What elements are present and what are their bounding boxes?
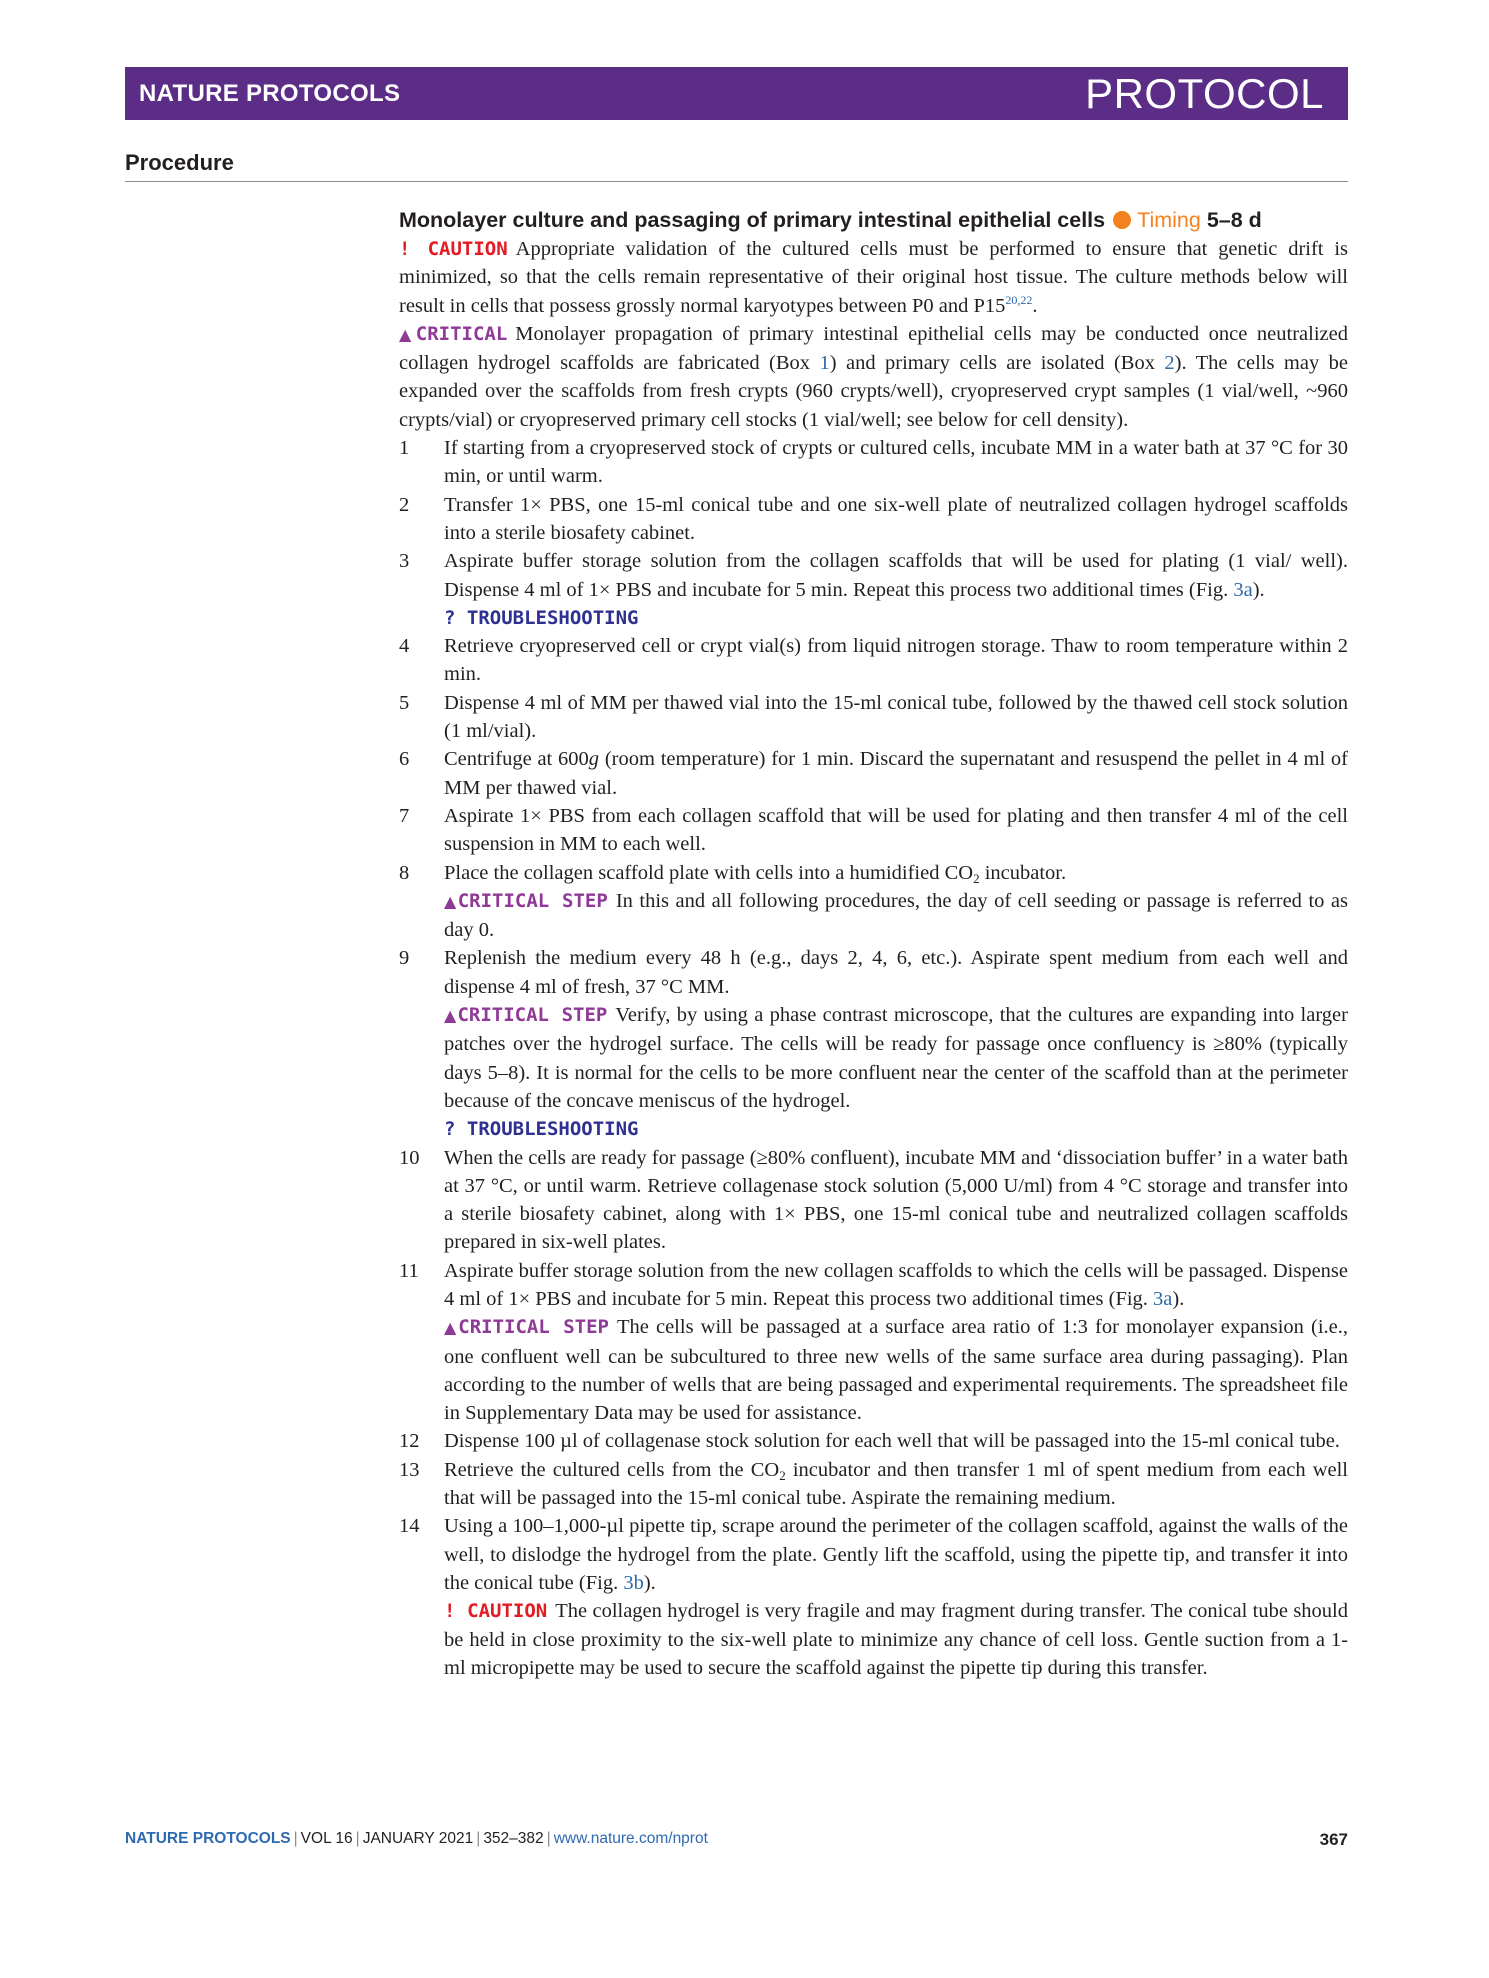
step-text-part: Using a 100–1,000-µl pipette tip, scrape around the perimeter of the collagen scaffold, against the walls of the well, to dislodge the hydrogel from the plate. Gently lift the scaffold, using the pipette tip, and transfer it into the conical tube (Fig. bbox=[444, 1515, 1348, 1594]
footer-date: JANUARY 2021 bbox=[362, 1830, 474, 1847]
step-text: When the cells are ready for passage (≥80% confluent), incubate MM and ‘dissociation buffer’ in a water bath at 37 °C, or until warm. Retrieve collagenase stock solution (5,000 U/ml) from 4 °C storage and transfer into a sterile biosafety cabinet, along with 1× PBS, one 15-ml conical tube and neutralized collagen scaffolds prepared in six-well plates. bbox=[444, 1146, 1348, 1254]
step-number: 11 bbox=[399, 1259, 419, 1282]
step-text-part: ). bbox=[643, 1571, 656, 1594]
critical-step bbox=[444, 1313, 1348, 1427]
subscript: 2 bbox=[779, 1467, 786, 1483]
step-number: 8 bbox=[399, 861, 410, 884]
caution-text: The collagen hydrogel is very fragile and may fragment during transfer. The conical tube should be held in close proximity to the six-well plate to minimize any chance of cell loss. Gentle suction from a 1-ml micropipette may be used to secure the scaffold against the pipette tip during this transfer. bbox=[444, 1600, 1349, 1679]
journal-banner bbox=[125, 67, 1348, 120]
step-text: Retrieve cryopreserved cell or crypt vial(s) from liquid nitrogen storage. Thaw to room temperature within 2 min. bbox=[444, 635, 1348, 686]
step-text bbox=[444, 859, 1348, 887]
critical-step bbox=[444, 1001, 1348, 1115]
step-8 bbox=[399, 859, 1348, 945]
critical-intro bbox=[399, 320, 1348, 434]
step-text-part: ). bbox=[1172, 1287, 1185, 1310]
box-link[interactable]: 2 bbox=[1164, 352, 1175, 375]
step-text-part: ). bbox=[1252, 578, 1265, 601]
critical-step-label bbox=[444, 1004, 607, 1026]
step-text-part: Centrifuge at 600 bbox=[444, 748, 589, 771]
triangle-icon: ▲ bbox=[444, 1318, 459, 1338]
step-7 bbox=[399, 802, 1348, 859]
step-text bbox=[444, 1257, 1348, 1314]
reference-link[interactable]: 20,22 bbox=[1005, 292, 1033, 307]
step-body bbox=[444, 1512, 1348, 1682]
page-number: 367 bbox=[1319, 1830, 1348, 1849]
critical-step-text: Verify, by using a phase contrast microscope, that the cultures are expanding into larger patches over the hydrogel surface. The cells will be ready for passage once confluency is ≥80% (typically days 5–8). It is normal for the cells to be more confluent near the center of the scaffold than at the perimeter because of the concave meniscus of the hydrogel. bbox=[444, 1004, 1348, 1112]
section-heading: Procedure bbox=[125, 150, 1348, 182]
journal-name: NATURE PROTOCOLS bbox=[139, 80, 401, 107]
critical-step-text: In this and all following procedures, the day of cell seeding or passage is referred to as day 0. bbox=[444, 889, 1348, 942]
step-body bbox=[444, 1257, 1348, 1428]
step-number: 2 bbox=[399, 493, 410, 516]
caution-label: ! CAUTION bbox=[444, 1600, 548, 1623]
step-13 bbox=[399, 1456, 1348, 1513]
step-text bbox=[444, 745, 1348, 802]
step-2 bbox=[399, 491, 1348, 548]
critical-step-label-text: CRITICAL STEP bbox=[457, 1004, 608, 1027]
step-number: 7 bbox=[399, 804, 410, 827]
caution-intro bbox=[399, 235, 1348, 320]
footer-journal: NATURE PROTOCOLS bbox=[125, 1830, 291, 1847]
critical-step-label bbox=[444, 1316, 609, 1338]
footer-pages: 352–382 bbox=[483, 1830, 544, 1847]
step-3 bbox=[399, 547, 1348, 632]
footer-separator: | bbox=[546, 1830, 551, 1847]
timing-dot-icon bbox=[1113, 211, 1131, 229]
timing-value: 5–8 d bbox=[1206, 208, 1262, 232]
critical-step-text: The cells will be passaged at a surface area ratio of 1:3 for monolayer expansion (i.e., one confluent well can be subcultured to three new wells of the same surface area during passaging). Plan according to the number of wells that are being passaged and experimental requirements. The spreadsheet file in Supplementary Data may be used for assistance. bbox=[444, 1316, 1348, 1425]
step-number: 13 bbox=[399, 1458, 420, 1481]
step-text: If starting from a cryopreserved stock of crypts or cultured cells, incubate MM in a water bath at 37 °C for 30 min, or until warm. bbox=[444, 437, 1348, 488]
caution-intro-text: Appropriate validation of the cultured cells must be performed to ensure that genetic drift is minimized, so that the cells remain representative of their original host tissue. The culture methods below will result in cells that possess grossly normal karyotypes between P0 and P15 bbox=[399, 238, 1348, 317]
stage-title bbox=[399, 206, 1348, 235]
step-text: Dispense 4 ml of MM per thawed vial into the 15-ml conical tube, followed by the thawed cell stock solution (1 ml/vial). bbox=[444, 691, 1348, 743]
troubleshooting-label: ? TROUBLESHOOTING bbox=[444, 1118, 639, 1141]
step-text-part: Retrieve the cultured cells from the CO bbox=[444, 1458, 780, 1481]
footer-volume: VOL 16 bbox=[300, 1830, 353, 1847]
step-10 bbox=[399, 1144, 1348, 1257]
step-number: 4 bbox=[399, 635, 410, 658]
step-5 bbox=[399, 689, 1348, 746]
caution-label: ! CAUTION bbox=[399, 238, 508, 260]
critical-intro-text-1: Monolayer propagation of primary intestinal epithelial cells may be conducted once neutralized collagen hydrogel scaffolds are fabricated (Box bbox=[399, 322, 1348, 375]
step-1 bbox=[399, 434, 1348, 491]
box-link[interactable]: 1 bbox=[819, 352, 830, 375]
step-text: Dispense 100 µl of collagenase stock solution for each well that will be passaged into the 15-ml conical tube. bbox=[444, 1430, 1340, 1453]
critical-label bbox=[399, 323, 507, 345]
figure-link[interactable]: 3a bbox=[1153, 1287, 1173, 1310]
step-text-part: incubator and then transfer 1 ml of spent medium from each well that will be passaged into the 15-ml conical tube. Aspirate the remaining medium. bbox=[444, 1458, 1348, 1510]
step-number: 12 bbox=[399, 1430, 420, 1453]
step-6 bbox=[399, 745, 1348, 802]
critical-intro-text-2: ) and primary cells are isolated (Box bbox=[829, 352, 1165, 375]
procedure-content bbox=[399, 206, 1348, 1682]
step-11 bbox=[399, 1257, 1348, 1428]
footer-separator: | bbox=[293, 1830, 298, 1847]
critical-step-label-text: CRITICAL STEP bbox=[458, 1316, 609, 1339]
step-14 bbox=[399, 1512, 1348, 1682]
step-text bbox=[444, 547, 1348, 604]
step-12 bbox=[399, 1427, 1348, 1455]
step-text: Replenish the medium every 48 h (e.g., days 2, 4, 6, etc.). Aspirate spent medium from each well and dispense 4 ml of fresh, 37 °C MM. bbox=[444, 947, 1348, 998]
step-text: Transfer 1× PBS, one 15-ml conical tube and one six-well plate of neutralized collagen hydrogel scaffolds into a sterile biosafety cabinet. bbox=[444, 493, 1348, 544]
step-text: Aspirate 1× PBS from each collagen scaffold that will be used for plating and then transfer 4 ml of the cell suspension in MM to each well. bbox=[444, 804, 1348, 856]
caution-intro-end: . bbox=[1032, 294, 1038, 317]
critical-step bbox=[444, 887, 1348, 945]
step-9 bbox=[399, 944, 1348, 1143]
step-number: 14 bbox=[399, 1515, 420, 1538]
critical-intro-text-3: ). The cells may be expanded over the scaffolds from fresh crypts (960 crypts/well), cryopreserved crypt samples (1 vial/well, ~960 crypts/vial) or cryopreserved primary cell stocks (1 vial/well; see below for cell density). bbox=[399, 352, 1348, 431]
step-number: 1 bbox=[399, 437, 410, 460]
footer-url[interactable]: www.nature.com/nprot bbox=[553, 1830, 708, 1847]
step-body bbox=[444, 859, 1348, 945]
critical-step-label bbox=[444, 890, 608, 912]
step-text-part: Aspirate buffer storage solution from the collagen scaffolds that will be used for plating (1 vial/ well). Dispense 4 ml of 1× PBS and incubate for 5 min. Repeat this process two additional times (Fig. bbox=[444, 550, 1348, 601]
step-4 bbox=[399, 632, 1348, 689]
footer-separator: | bbox=[476, 1830, 481, 1847]
caution-note bbox=[444, 1597, 1348, 1682]
step-text-part: Place the collagen scaffold plate with cells into a humidified CO bbox=[444, 861, 974, 884]
step-number: 10 bbox=[399, 1146, 420, 1169]
step-number: 9 bbox=[399, 947, 410, 970]
step-text bbox=[444, 1512, 1348, 1597]
footer-separator: | bbox=[355, 1830, 360, 1847]
critical-label-text: CRITICAL bbox=[415, 322, 508, 345]
step-text-part: incubator. bbox=[979, 861, 1067, 884]
step-text bbox=[444, 1456, 1348, 1513]
page-footer bbox=[125, 1830, 1348, 1854]
subscript: 2 bbox=[973, 870, 980, 886]
article-type: PROTOCOL bbox=[1085, 70, 1324, 117]
figure-link[interactable]: 3b bbox=[623, 1571, 644, 1594]
figure-link[interactable]: 3a bbox=[1233, 578, 1253, 601]
step-body bbox=[444, 944, 1348, 1143]
step-text-part: (room temperature) for 1 min. Discard the supernatant and resuspend the pellet in 4 ml of MM per thawed vial. bbox=[444, 748, 1348, 799]
step-text-italic: g bbox=[588, 748, 600, 771]
step-number: 3 bbox=[399, 550, 410, 573]
step-text-part: Aspirate buffer storage solution from the new collagen scaffolds to which the cells will be passaged. Dispense 4 ml of 1× PBS and incubate for 5 min. Repeat this process two additional times (Fig. bbox=[444, 1259, 1348, 1310]
step-number: 6 bbox=[399, 748, 410, 771]
triangle-icon: ▲ bbox=[444, 891, 458, 911]
step-number: 5 bbox=[399, 691, 410, 714]
triangle-icon: ▲ bbox=[444, 1006, 458, 1026]
step-body bbox=[444, 547, 1348, 632]
triangle-icon: ▲ bbox=[399, 324, 416, 344]
critical-step-label-text: CRITICAL STEP bbox=[457, 889, 608, 912]
timing-label: Timing bbox=[1137, 208, 1201, 232]
stage-title-text: Monolayer culture and passaging of primary intestinal epithelial cells bbox=[399, 208, 1106, 232]
troubleshooting-label: ? TROUBLESHOOTING bbox=[444, 606, 639, 629]
